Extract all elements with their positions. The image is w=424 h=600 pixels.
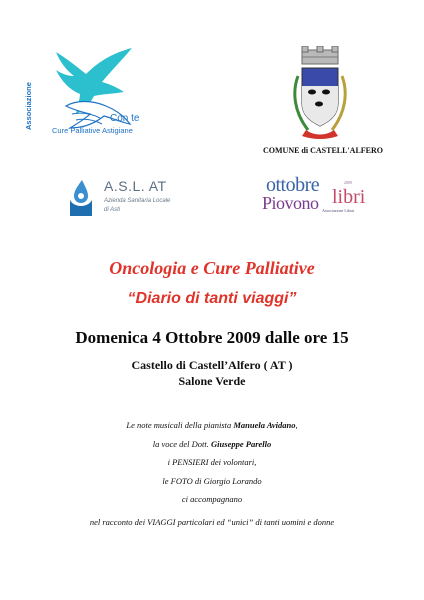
event-title: Oncologia e Cure Palliative xyxy=(109,258,315,278)
asl-subtitle-1: Azienda Sanitaria Locale xyxy=(104,198,171,204)
ottobre-logo-word: ottobre xyxy=(266,174,320,196)
asl-drop-icon xyxy=(66,178,96,218)
association-name: Con te xyxy=(110,113,140,124)
credit-text: Le note musicali della pianista xyxy=(126,420,234,430)
asl-subtitle-2: di Asti xyxy=(104,207,121,213)
event-venue: Castello di Castell’Alfero ( AT ) xyxy=(131,358,293,372)
credit-strong: i PENSIERI xyxy=(167,457,209,467)
piovono-logo-word: Piovono xyxy=(262,193,319,213)
ottobre-logo-small-text: 2009 xyxy=(344,180,352,185)
credit-line-photos: le FOTO di Giorgio Lorando xyxy=(162,476,262,486)
credit-name-pianist: Manuela Avidano xyxy=(233,420,296,430)
credit-text: , xyxy=(295,420,298,430)
coat-of-arms-icon xyxy=(288,46,352,140)
libri-logo-word: libri xyxy=(332,186,366,208)
association-vertical-label: Associazione xyxy=(24,82,33,130)
credit-line-music xyxy=(0,420,424,430)
comune-label: COMUNE di CASTELL'ALFERO xyxy=(262,146,384,155)
asl-title: A.S.L. AT xyxy=(104,178,167,194)
association-subtitle: Cure Palliative Astigiane xyxy=(52,126,133,135)
credit-text: la voce del Dott. xyxy=(152,439,212,449)
credit-line-accompany: ci accompagnano xyxy=(181,494,243,504)
ottobre-logo-tagline: Associazione Librai xyxy=(322,208,355,213)
event-hall: Salone Verde xyxy=(178,374,246,388)
credit-line-voice xyxy=(0,439,424,449)
event-date: Domenica 4 Ottobre 2009 dalle ore 15 xyxy=(75,328,349,347)
credit-line-stories: nel racconto dei VIAGGI particolari ed “unici” di tanti uomini e donne xyxy=(89,517,335,527)
credit-line-thoughts xyxy=(0,457,424,467)
credit-name-doctor: Giuseppe Parello xyxy=(211,439,272,449)
event-subtitle: “Diario di tanti viaggi” xyxy=(127,290,297,307)
credit-text: dei volontari, xyxy=(208,457,257,467)
